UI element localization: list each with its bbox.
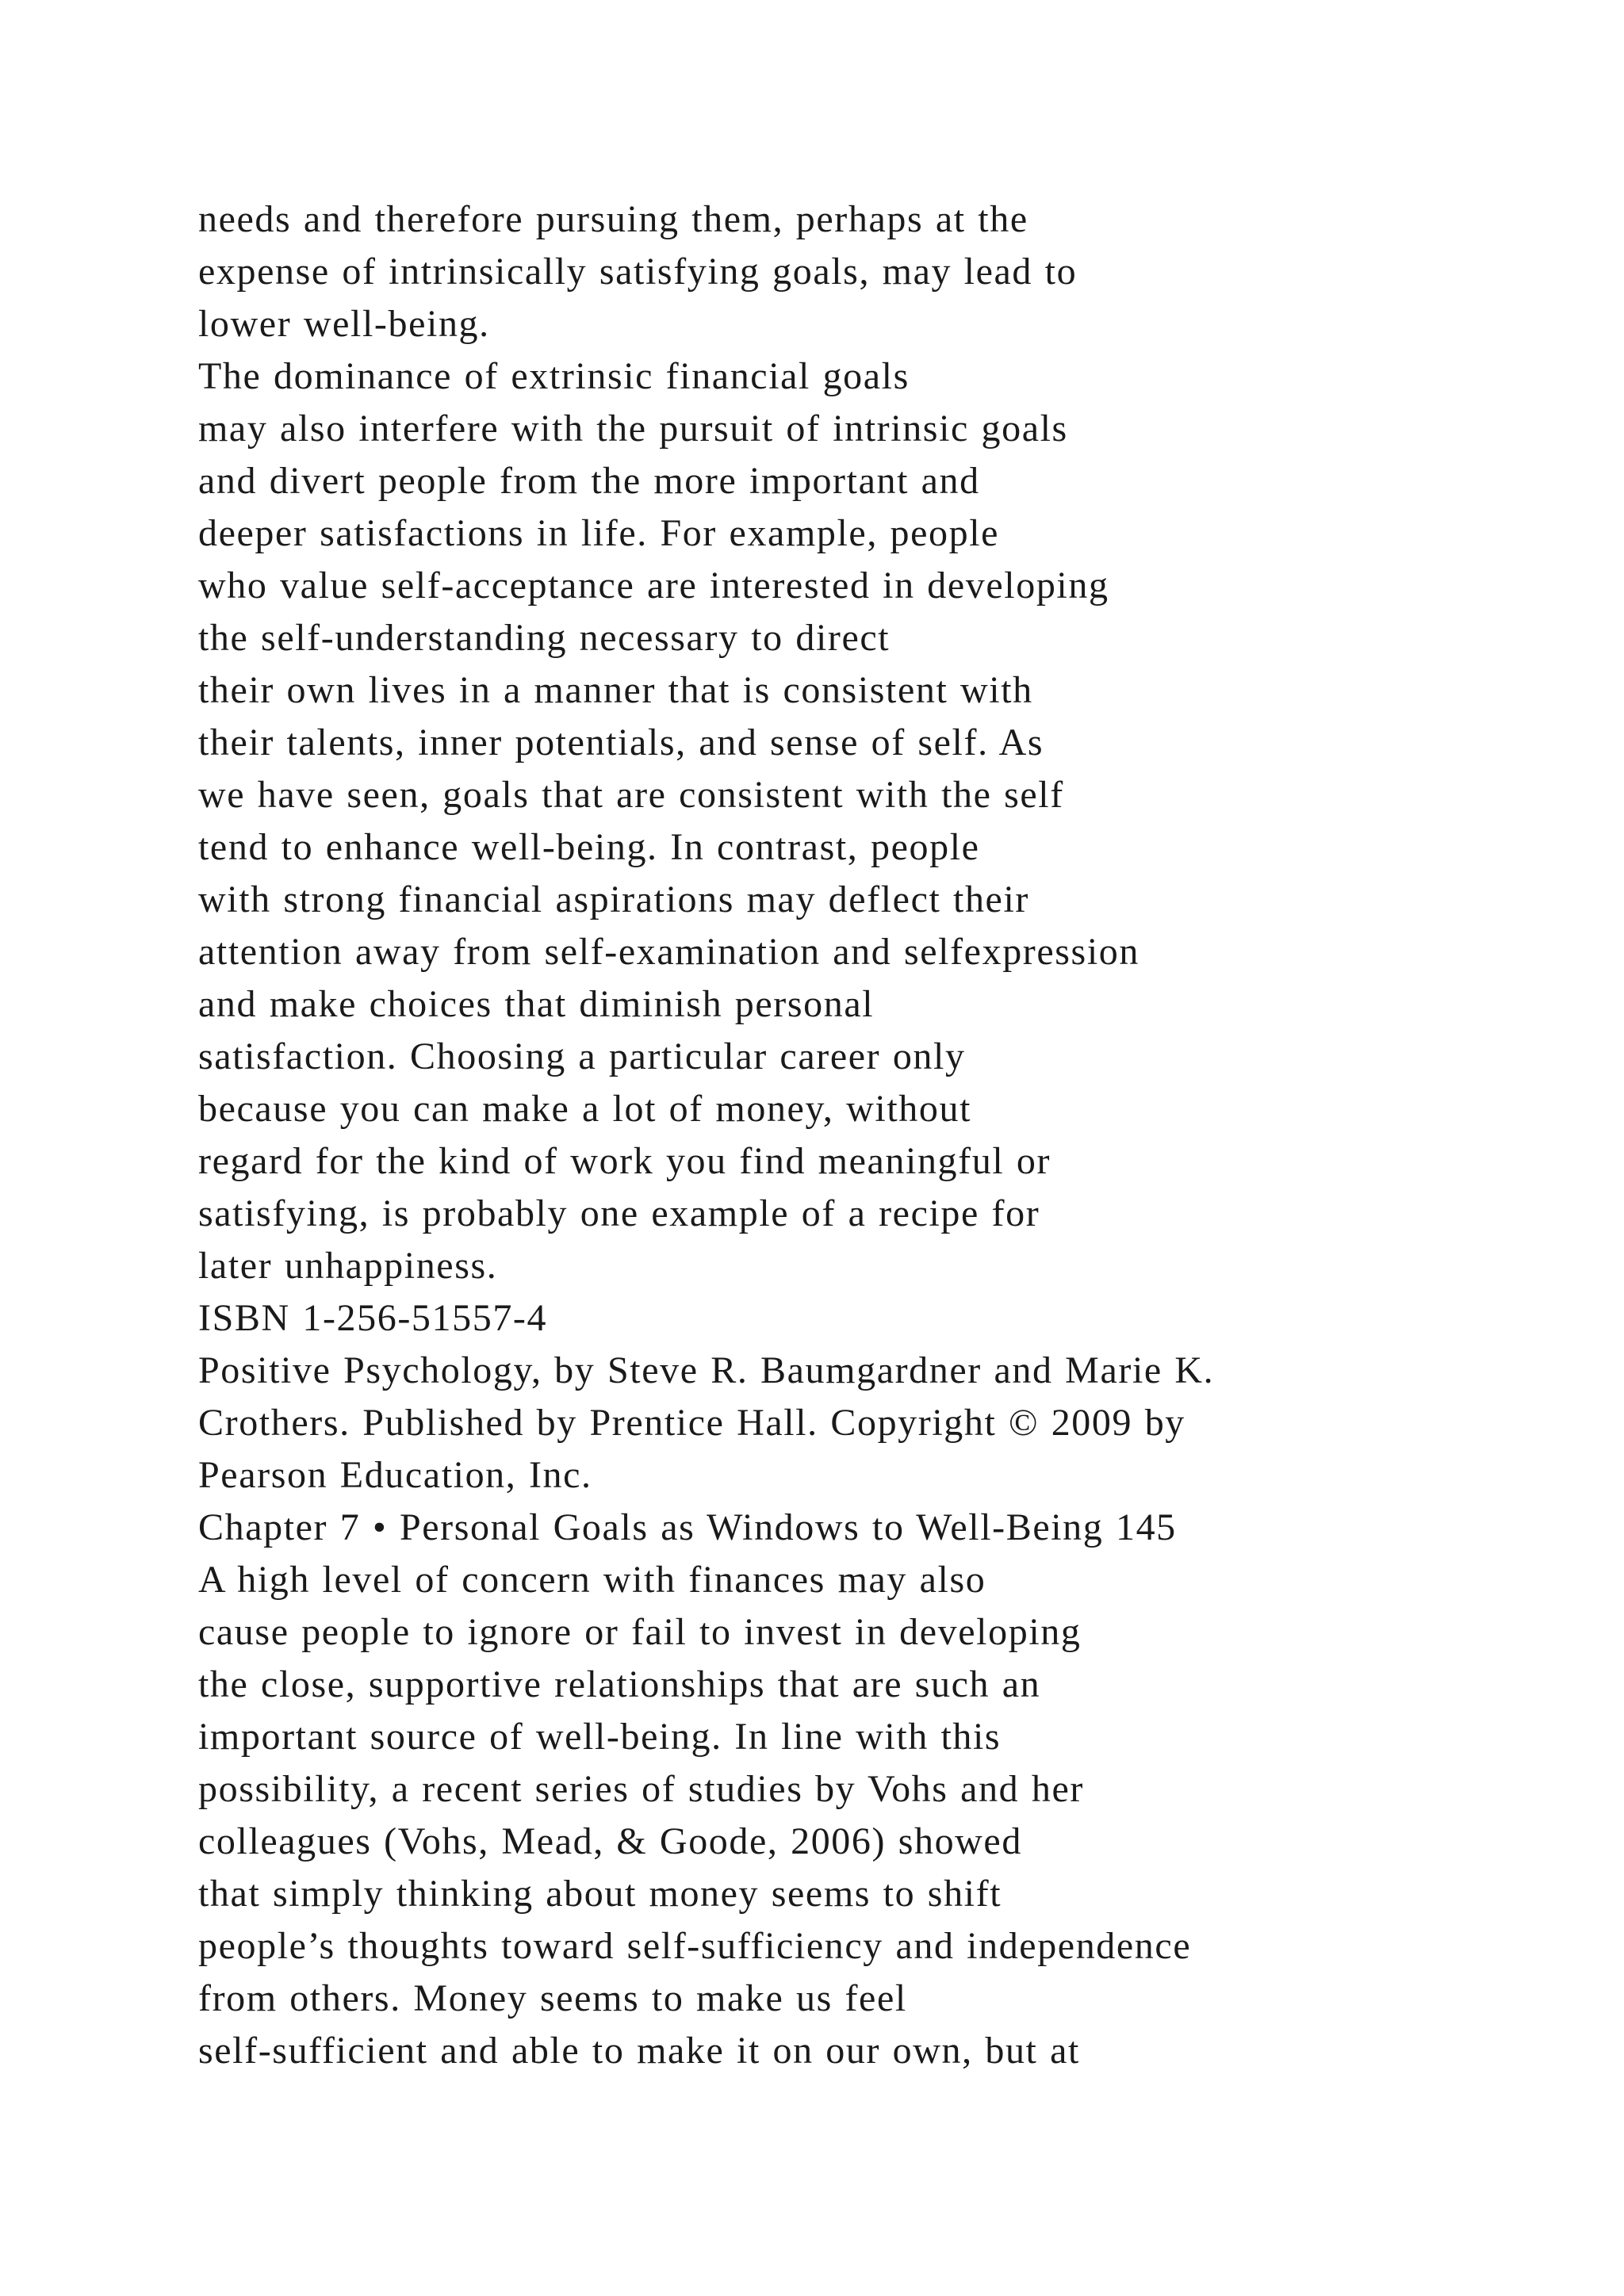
text-line: with strong financial aspirations may deflect their — [198, 878, 1029, 920]
isbn-line: ISBN 1-256-51557-4 — [198, 1297, 548, 1339]
text-line: later unhappiness. — [198, 1245, 498, 1287]
text-line: possibility, a recent series of studies by Vohs and her — [198, 1768, 1084, 1810]
text-line: deeper satisfactions in life. For example, people — [198, 512, 1000, 554]
running-header: Chapter 7 • Personal Goals as Windows to Well-Being 145 — [198, 1506, 1177, 1548]
text-line: A high level of concern with finances may also — [198, 1559, 986, 1601]
text-line: satisfaction. Choosing a particular career only — [198, 1035, 966, 1077]
text-line: and make choices that diminish personal — [198, 983, 875, 1025]
text-line: colleagues (Vohs, Mead, & Goode, 2006) showed — [198, 1820, 1022, 1862]
text-line: tend to enhance well-being. In contrast, people — [198, 826, 980, 868]
copyright-line: Crothers. Published by Prentice Hall. Copyright © 2009 by — [198, 1402, 1185, 1444]
text-line: because you can make a lot of money, without — [198, 1088, 972, 1130]
text-line: needs and therefore pursuing them, perhaps at the — [198, 198, 1028, 240]
text-line: attention away from self-examination and selfexpression — [198, 931, 1139, 973]
copyright-line: Positive Psychology, by Steve R. Baumgardner and Marie K. — [198, 1349, 1215, 1391]
text-line: people’s thoughts toward self-sufficiency and independence — [198, 1925, 1192, 1967]
text-line: cause people to ignore or fail to invest in developing — [198, 1611, 1082, 1653]
text-line: satisfying, is probably one example of a recipe for — [198, 1192, 1040, 1234]
text-line: who value self-acceptance are interested in developing — [198, 564, 1109, 607]
text-line: regard for the kind of work you find meaningful or — [198, 1140, 1051, 1182]
text-line: lower well-being. — [198, 303, 490, 345]
text-line: from others. Money seems to make us feel — [198, 1977, 907, 2019]
text-line: their talents, inner potentials, and sense of self. As — [198, 721, 1044, 763]
text-line: important source of well-being. In line with this — [198, 1716, 1002, 1758]
text-line: may also interfere with the pursuit of intrinsic goals — [198, 408, 1068, 450]
text-line: and divert people from the more important and — [198, 460, 980, 502]
body-text — [198, 193, 1594, 2077]
text-line: the close, supportive relationships that are such an — [198, 1663, 1041, 1705]
text-line: the self-understanding necessary to direct — [198, 617, 891, 659]
text-line: that simply thinking about money seems to shift — [198, 1873, 1002, 1915]
text-line: expense of intrinsically satisfying goals, may lead to — [198, 251, 1078, 293]
copyright-line: Pearson Education, Inc. — [198, 1454, 592, 1496]
text-line: The dominance of extrinsic financial goals — [198, 355, 910, 397]
text-line: their own lives in a manner that is consistent with — [198, 669, 1033, 711]
text-line: we have seen, goals that are consistent with the self — [198, 774, 1064, 816]
text-line: self-sufficient and able to make it on our own, but at — [198, 2030, 1080, 2072]
